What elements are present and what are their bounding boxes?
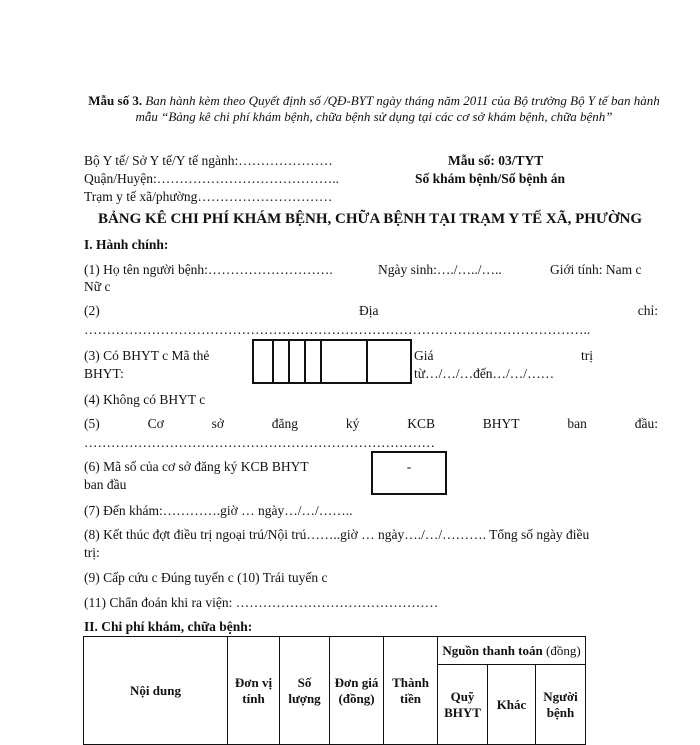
emergency-route-line: (9) Cấp cứu c Đúng tuyến c (10) Trái tuyến c [84, 570, 328, 585]
insurance-label: BHYT: [84, 366, 124, 381]
district-line: Quận/Huyện:………………………………….. [84, 171, 339, 186]
patient-name-line: (1) Họ tên người bệnh:………………………. [84, 262, 333, 277]
birth-date-line: Ngày sinh:…./…../….. [378, 262, 502, 277]
validity-label: Giá [414, 348, 434, 363]
ministry-line: Bộ Y tế/ Sở Y tế/Y tế ngành:………………… [84, 153, 333, 168]
col-header-unit-price: Đơn giá (đồng) [330, 637, 384, 745]
section-1-heading: I. Hành chính: [84, 237, 169, 252]
facility-code-line: (6) Mã số của cơ sở đăng ký KCB BHYT [84, 459, 309, 474]
treatment-end-line-2: trị: [84, 545, 100, 560]
col-header-content: Nội dung [84, 637, 228, 745]
registered-facility-dots: …………………………………………………………………… [84, 435, 435, 450]
col-header-insurance-fund: Quỹ BHYT [438, 665, 488, 745]
commune-line: Trạm y tế xã/phường………………………… [84, 189, 333, 204]
col-header-quantity: Số lượng [280, 637, 330, 745]
treatment-end-line: (8) Kết thúc đợt điều trị ngoại trú/Nội trú……..giờ … ngày…./…/………. Tổng số ngày điều [84, 527, 590, 542]
form-intro [84, 93, 664, 125]
no-insurance-line: (4) Không có BHYT c [84, 392, 206, 407]
record-number-label: Số khám bệnh/Số bệnh án [415, 171, 566, 186]
facility-code-box[interactable]: - [371, 451, 447, 495]
form-number: Mẫu số 3. [88, 93, 143, 108]
cost-table [83, 636, 586, 745]
form-intro-text: Ban hành kèm theo Quyết định số /QĐ-BYT ngày tháng năm 2011 của Bộ trưởng Bộ Y tế ban hành mẫu “Bảng kê chi phí khám bệnh, chữa bệnh sử dụng tại các cơ sở khám bệnh, chữa bệnh” [135, 93, 660, 124]
gender-male: Giới tính: Nam c [550, 262, 642, 277]
gender-female: Nữ c [84, 279, 111, 294]
address-dots: ………………………………………………………………………………………………….. [84, 322, 591, 337]
col-header-other: Khác [488, 665, 536, 745]
registered-facility-line: (5) Cơ sở đăng ký KCB BHYT ban đầu: [84, 416, 658, 431]
insurance-card-number-boxes[interactable] [252, 339, 412, 384]
section-2-heading: II. Chi phí khám, chữa bệnh: [84, 619, 253, 634]
col-header-payment-source: Nguồn thanh toán (đồng) [438, 637, 586, 665]
address-line: (2) Địa chỉ: [84, 303, 658, 318]
col-header-patient: Người bệnh [536, 665, 586, 745]
col-header-amount: Thành tiền [384, 637, 438, 745]
diagnosis-line: (11) Chẩn đoán khi ra viện: ……………………………………… [84, 595, 439, 610]
validity-dates: từ…/…/…đến…/…/…… [414, 366, 555, 381]
facility-code-line-2: ban đầu [84, 477, 127, 492]
insurance-line: (3) Có BHYT c Mã thẻ [84, 348, 210, 363]
form-code: Mẫu số: 03/TYT [448, 153, 544, 168]
document-title: BẢNG KÊ CHI PHÍ KHÁM BỆNH, CHỮA BỆNH TẠI TRẠM Y TẾ XÃ, PHƯỜNG [97, 211, 643, 227]
arrival-time-line: (7) Đến khám:………….giờ … ngày…/…/…….. [84, 503, 353, 518]
validity-label-2: trị [581, 348, 593, 363]
col-header-unit: Đơn vị tính [228, 637, 280, 745]
